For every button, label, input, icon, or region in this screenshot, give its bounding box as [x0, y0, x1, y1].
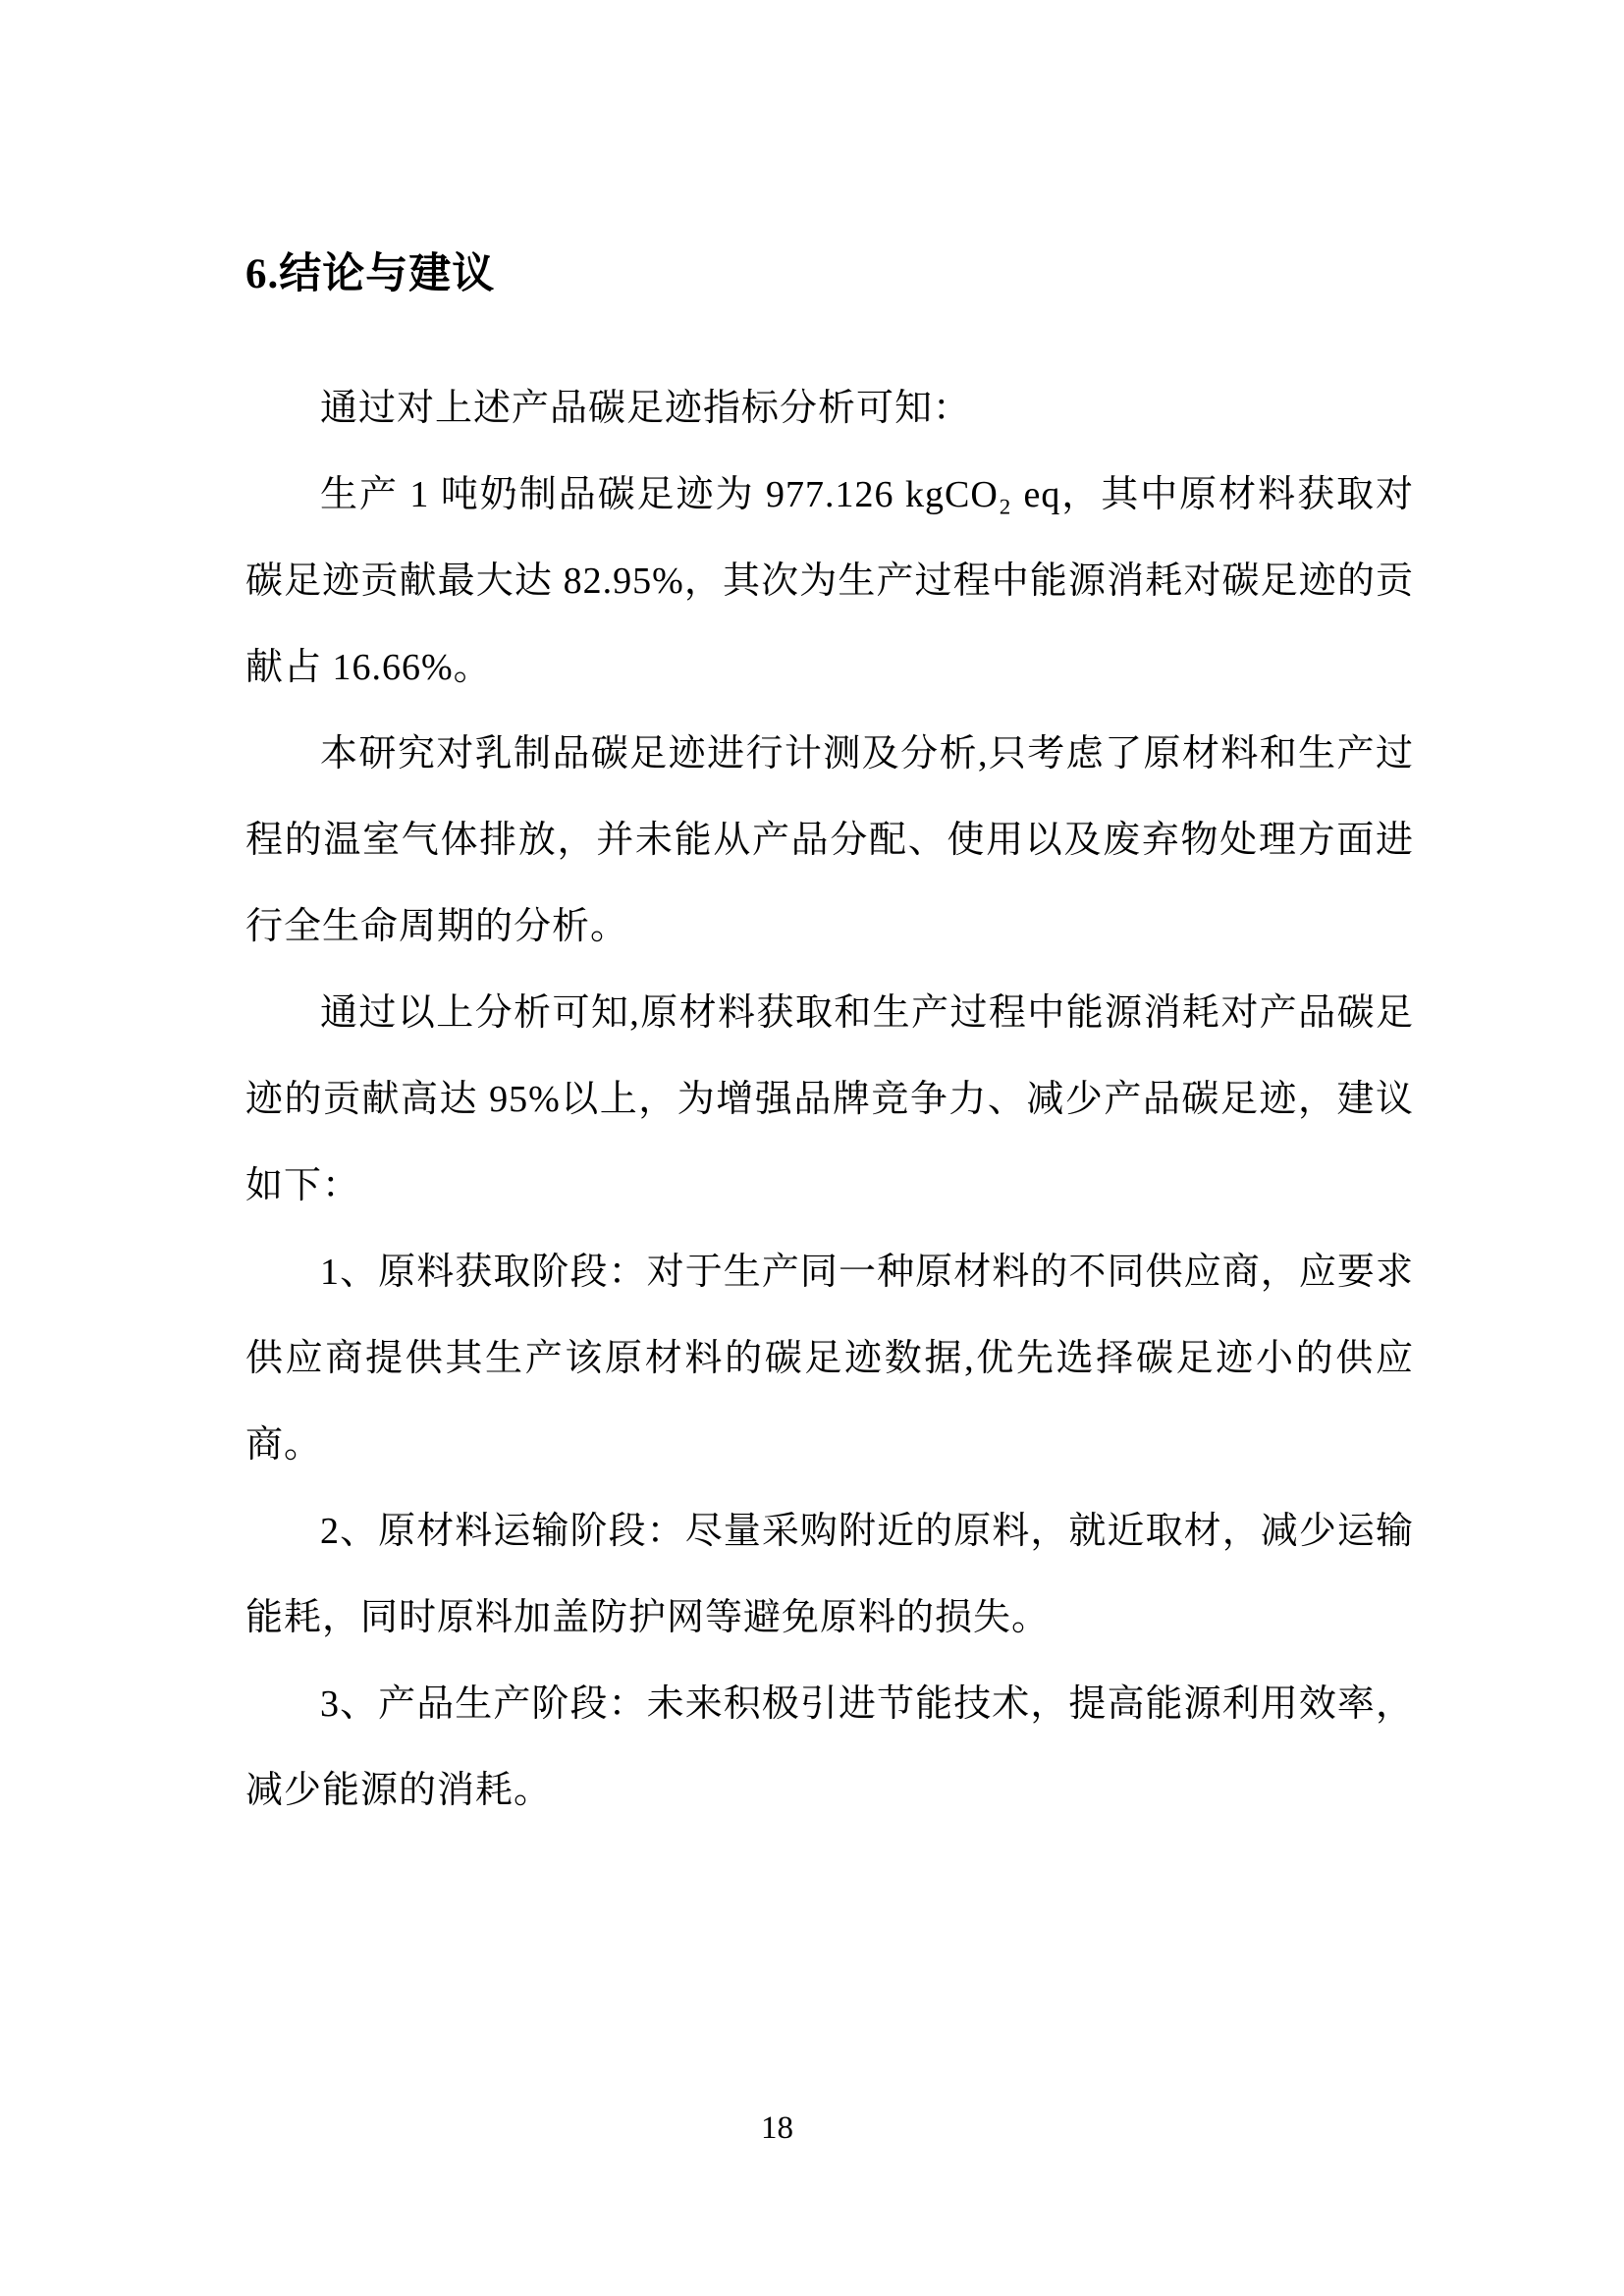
paragraph-advice-3: 3、产品生产阶段：未来积极引进节能技术，提高能源利用效率，减少能源的消耗。 [245, 1683, 1414, 1811]
page-number: 18 [761, 2110, 793, 2146]
paragraph-advice-1: 1、原料获取阶段：对于生产同一种原材料的不同供应商，应要求供应商提供其生产该原材料的碳足迹数据,优先选择碳足迹小的供应商。 [245, 1252, 1414, 1466]
paragraph-intro: 通过对上述产品碳足迹指标分析可知： [320, 388, 972, 429]
paragraph-advice-2: 2、原材料运输阶段：尽量采购附近的原料，就近取材，减少运输能耗，同时原料加盖防护网等避免原料的损失。 [245, 1511, 1414, 1638]
paragraph-suggestions: 通过以上分析可知,原材料获取和生产过程中能源消耗对产品碳足迹的贡献高达 95%以上，为增强品牌竞争力、减少产品碳足迹，建议如下： [245, 992, 1414, 1206]
paragraph-scope: 本研究对乳制品碳足迹进行计测及分析,只考虑了原材料和生产过程的温室气体排放，并未能从产品分配、使用以及废弃物处理方面进行全生命周期的分析。 [245, 733, 1414, 947]
document-body [245, 365, 1414, 1834]
section-heading: 6.结论与建议 [245, 251, 496, 297]
paragraph-footprint: 生产 1 吨奶制品碳足迹为 977.126 kgCO₂ eq，其中原材料获取对碳足迹贡献最大达 82.95%，其次为生产过程中能源消耗对碳足迹的贡献占 16.66%。 [245, 474, 1414, 688]
